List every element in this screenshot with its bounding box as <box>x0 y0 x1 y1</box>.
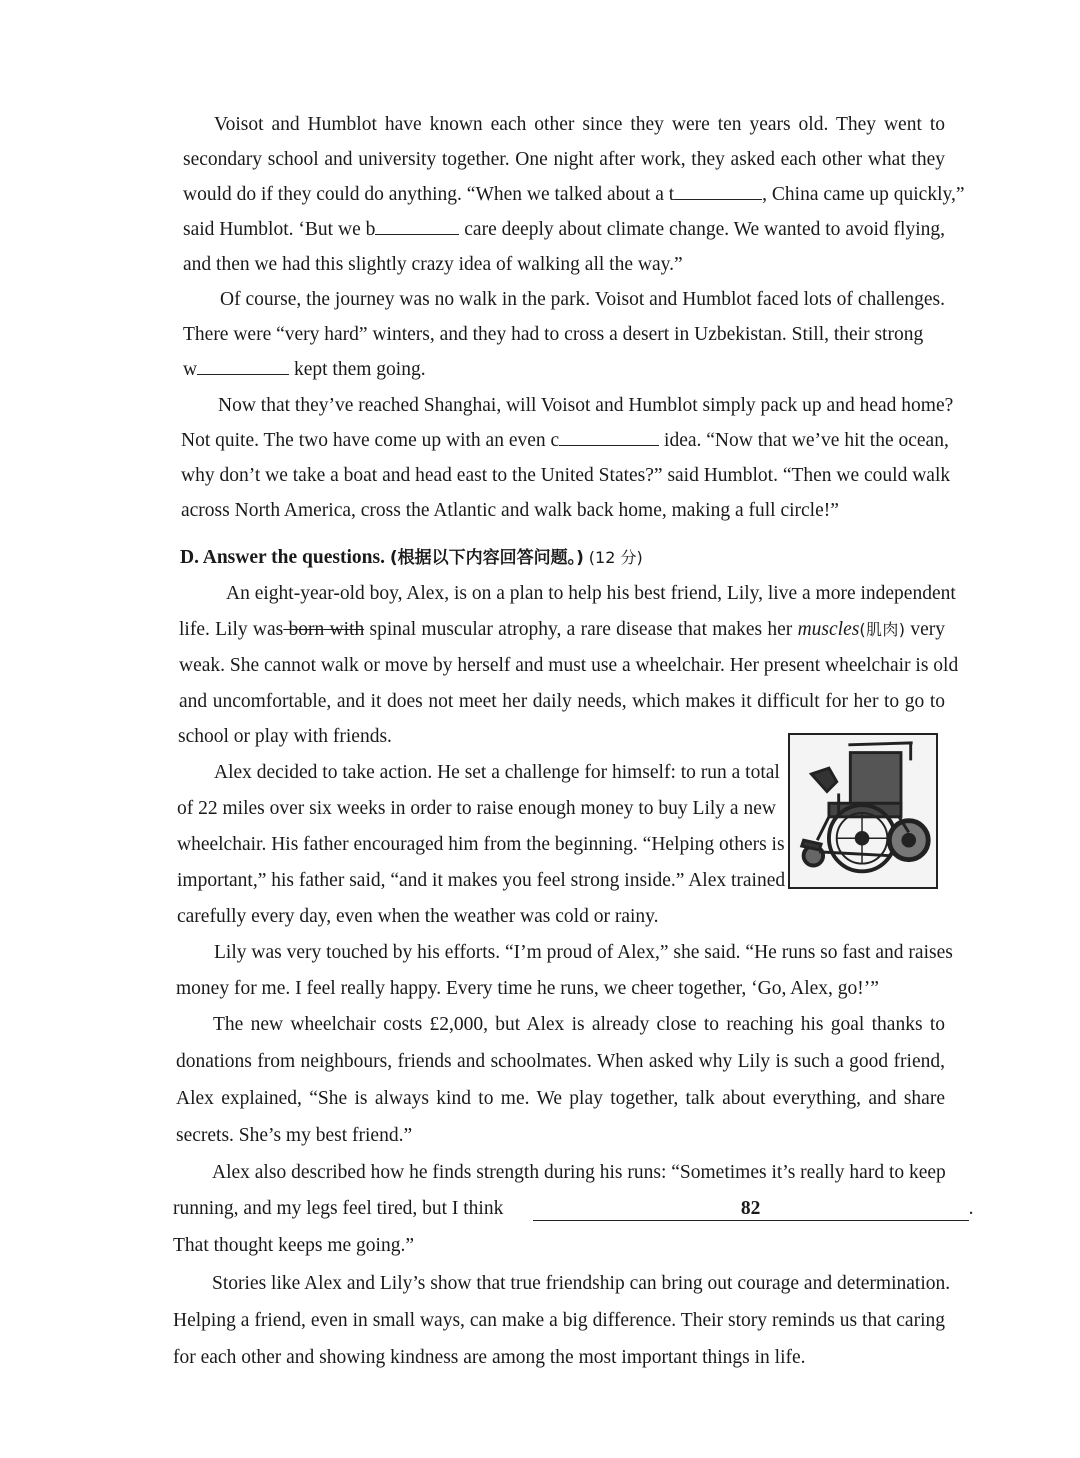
passage-c-p2-l3 <box>0 355 1080 385</box>
passage-c-p1-l4 <box>0 215 945 245</box>
answer-blank-t[interactable] <box>674 181 762 200</box>
passage-d-p2-l5: carefully every day, even when the weather was cold or rainy. <box>177 906 659 927</box>
text-segment: would do if they could do anything. “When we talked about a t <box>183 184 675 205</box>
passage-d-p4-l3: Alex explained, “She is always kind to me. We play together, talk about everything, and share <box>176 1088 945 1109</box>
answer-blank-b[interactable] <box>375 216 459 235</box>
passage-d-p3-l2: money for me. I feel really happy. Every time he runs, we cheer together, ‘Go, Alex, go!’” <box>176 978 879 999</box>
passage-d-p4-l4: secrets. She’s my best friend.” <box>176 1125 413 1146</box>
text-segment: . <box>968 1198 974 1219</box>
text-segment: , China came up quickly,” <box>762 184 965 205</box>
passage-c-p2-l2: There were “very hard” winters, and they had to cross a desert in Uzbekistan. Still, their strong <box>183 324 924 345</box>
text-segment: care deeply about climate change. We wanted to avoid flying, <box>459 219 945 240</box>
passage-c-p1-l2: secondary school and university together. One night after work, they asked each other what they <box>183 149 945 170</box>
text-segment: idea. “Now that we’ve hit the ocean, <box>659 430 949 451</box>
passage-d-p1-l2 <box>0 615 945 645</box>
passage-d-p1-l1: An eight-year-old boy, Alex, is on a plan to help his best friend, Lily, live a more independent <box>226 583 956 604</box>
heading-en: D. Answer the questions. <box>180 547 385 568</box>
passage-c-p2-l1: Of course, the journey was no walk in the park. Voisot and Humblot faced lots of challenges. <box>220 289 945 310</box>
passage-d-p2-l3: wheelchair. His father encouraged him from the beginning. “Helping others is <box>177 834 785 855</box>
passage-d-p5-l2 <box>0 1194 1080 1224</box>
passage-d-p2-l2: of 22 miles over six weeks in order to raise enough money to buy Lily a new <box>177 798 776 819</box>
heading-zh: (根据以下内容回答问题。) <box>389 548 584 568</box>
passage-d-p1-l4: and uncomfortable, and it does not meet her daily needs, which makes it difficult for her to go to <box>179 691 945 712</box>
passage-d-p2-l4: important,” his father said, “and it makes you feel strong inside.” Alex trained <box>177 870 786 891</box>
text-segment: life. Lily was <box>179 619 284 640</box>
struck-text: born with <box>283 619 365 640</box>
text-segment: kept them going. <box>289 359 426 380</box>
wheelchair-figure <box>788 733 938 889</box>
text-segment: running, and my legs feel tired, but I think <box>173 1198 504 1219</box>
passage-d-p1-l5: school or play with friends. <box>178 726 392 747</box>
text-segment: Not quite. The two have come up with an even c <box>181 430 560 451</box>
answer-blank-w[interactable] <box>197 356 289 375</box>
passage-d-p6-l1: Stories like Alex and Lily’s show that true friendship can bring out courage and determination. <box>212 1273 951 1294</box>
answer-blank-c[interactable] <box>559 427 659 446</box>
passage-c-p1-l1: Voisot and Humblot have known each other since they were ten years old. They went to <box>214 114 945 135</box>
answer-line-82[interactable] <box>533 1198 969 1221</box>
passage-d-p6-l2: Helping a friend, even in small ways, can make a big difference. Their story reminds us that caring <box>173 1310 945 1331</box>
passage-d-p4-l2: donations from neighbours, friends and schoolmates. When asked why Lily is such a good friend, <box>176 1051 945 1072</box>
passage-d-p1-l3: weak. She cannot walk or move by herself and must use a wheelchair. Her present wheelchair is old <box>179 655 959 676</box>
passage-d-p3-l1: Lily was very touched by his efforts. “I’m proud of Alex,” she said. “He runs so fast and raises <box>214 942 953 963</box>
passage-c-p1-l5: and then we had this slightly crazy idea of walking all the way.” <box>183 254 683 275</box>
text-segment: spinal muscular atrophy, a rare disease that makes her <box>364 619 798 640</box>
gloss-zh: (肌肉) <box>859 620 906 639</box>
question-number: 82 <box>740 1198 761 1219</box>
passage-c-p3-l4: across North America, cross the Atlantic and walk back home, making a full circle!” <box>181 500 839 521</box>
passage-c-p3-l3: why don’t we take a boat and head east to the United States?” said Humblot. “Then we could walk <box>181 465 951 486</box>
passage-d-p6-l3: for each other and showing kindness are among the most important things in life. <box>173 1347 806 1368</box>
wheelchair-icon <box>790 735 936 887</box>
passage-c-p3-l1: Now that they’ve reached Shanghai, will Voisot and Humblot simply pack up and head home? <box>218 395 954 416</box>
passage-d-p4-l1: The new wheelchair costs £2,000, but Alex is already close to reaching his goal thanks to <box>213 1014 945 1035</box>
text-segment: said Humblot. ‘But we b <box>183 219 376 240</box>
text-segment: w <box>183 359 198 380</box>
passage-c-p1-l3 <box>0 180 965 210</box>
passage-d-p2-l1: Alex decided to take action. He set a challenge for himself: to run a total <box>214 762 780 783</box>
italic-word: muscles <box>797 619 860 640</box>
heading-score: (12 分) <box>588 548 643 567</box>
passage-d-p5-l3: That thought keeps me going.” <box>173 1235 414 1256</box>
section-d-heading <box>0 543 1080 573</box>
passage-d-p5-l1: Alex also described how he finds strength during his runs: “Sometimes it’s really hard to keep <box>212 1162 946 1183</box>
passage-c-p3-l2 <box>0 426 949 456</box>
text-segment: very <box>905 619 945 640</box>
